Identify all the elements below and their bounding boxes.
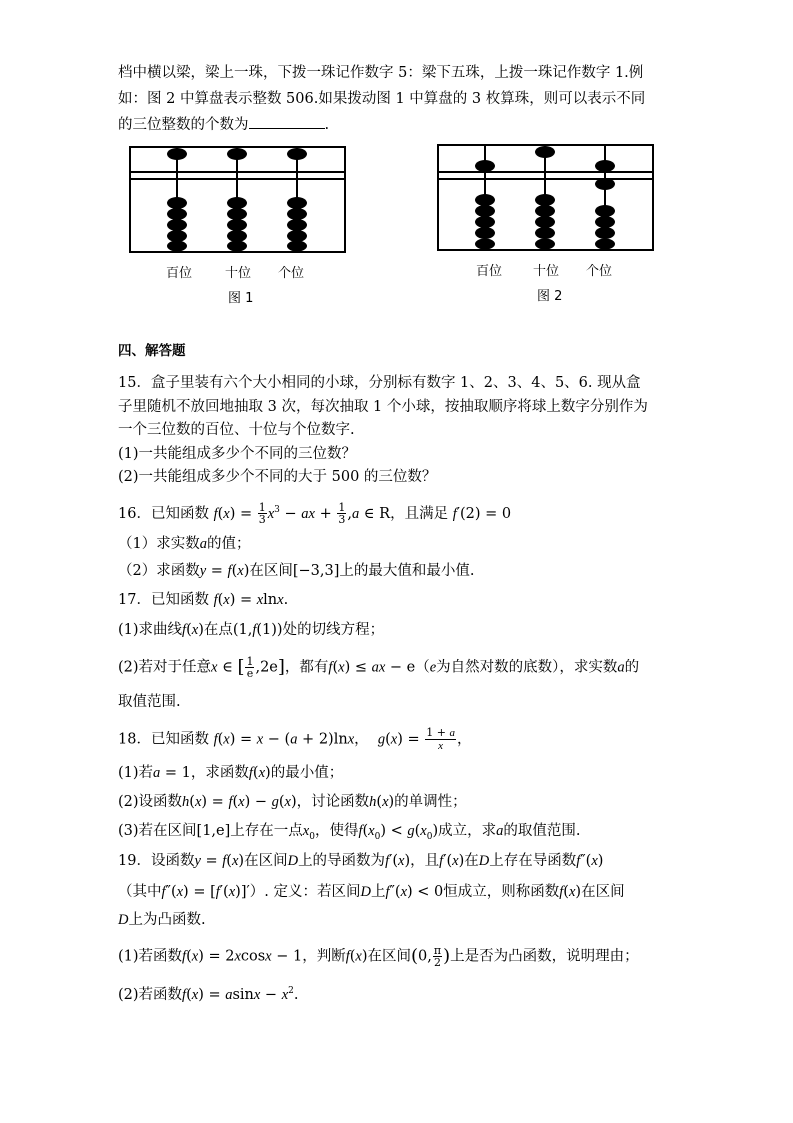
q19-stem-line-2: （其中f″(x) = [f′(x)]′）. 定义：若区间D上f″(x) < 0恒成立，则称函数f(x)在区间 <box>118 884 625 900</box>
fig2-label-tens: 十位 <box>533 264 560 279</box>
q15-part-1: (1)一共能组成多少个不同的三位数？ <box>118 446 357 462</box>
section-title: 四、解答题 <box>118 343 186 359</box>
q17-part-2-line-2: 取值范围. <box>118 694 181 710</box>
fig2-caption: 图 2 <box>537 289 563 304</box>
q19-part-1: (1)若函数f(x) = 2xcosx − 1，判断f(x)在区间(0, $\frac{\pi}{2}$ )上是否为凸函数，说明理由； <box>118 944 639 969</box>
abacus-figure-1 <box>129 146 347 254</box>
q18-stem: 18．已知函数 f(x) = x − (a + 2)lnx， g(x) = $\frac{1 + a}{x}$ ， <box>118 726 472 752</box>
fig2-label-units: 个位 <box>586 264 613 279</box>
q18-part-2: (2)设函数h(x) = f(x) − g(x)，讨论函数h(x)的单调性； <box>118 794 467 810</box>
q15-part-2: (2)一共能组成多少个不同的大于 500 的三位数？ <box>118 469 437 485</box>
fig1-label-hundreds: 百位 <box>166 266 193 281</box>
q16-part-1: （1）求实数a的值； <box>118 536 251 552</box>
intro-line-3: 的三位整数的个数为 . <box>118 114 329 135</box>
q18-part-1: (1)若a = 1，求函数f(x)的最小值； <box>118 765 344 781</box>
intro-line-1: 档中横以梁，梁上一珠，下拨一珠记作数字 5：梁下五珠，上拨一珠记作数字 1.例 <box>118 65 644 81</box>
answer-blank[interactable] <box>249 114 325 129</box>
abacus-figure-2 <box>437 144 655 252</box>
q16-stem: 16．已知函数 f(x) = $\frac{1}{3}$ $x^3$ − ax + $\frac{1}{3}$ ,a ∈ R，且满足 f′(2) = 0 <box>118 501 512 527</box>
q15-line-2: 子里随机不放回地抽取 3 次，每次抽取 1 个小球，按抽取顺序将球上数字分别作为 <box>118 399 648 415</box>
fig1-caption: 图 1 <box>228 291 254 306</box>
q17-part-2: (2)若对于任意x ∈ [ $\frac{1}{e}$ ,2e]，都有f(x) ≤ ax − e（e为自然对数的底数），求实数a的 <box>118 655 640 680</box>
q19-stem-line-1: 19．设函数y = f(x)在区间D上的导函数为f′(x)，且f′(x)在D上存在导函数f″(x) <box>118 853 604 869</box>
fig2-label-hundreds: 百位 <box>476 264 503 279</box>
q15-line-1: 15．盒子里装有六个大小相同的小球，分别标有数字 1、2、3、4、5、6. 现从盒 <box>118 375 641 391</box>
q16-part-2: （2）求函数y = f(x)在区间[−3,3]上的最大值和最小值. <box>118 563 475 579</box>
q18-part-3: (3)若在区间[1,e]上存在一点$x_0$，使得$f(x_0) < g(x_0)$成立，求a的取值范围. <box>118 823 581 842</box>
intro-line-2: 如：图 2 中算盘表示整数 506.如果拨动图 1 中算盘的 3 枚算珠，则可以表示不同 <box>118 91 646 107</box>
q17-stem: 17．已知函数 f(x) = xlnx. <box>118 592 289 608</box>
q15-line-3: 一个三位数的百位、十位与个位数字. <box>118 422 355 438</box>
q19-part-2: (2)若函数$f(x) = asinx - x^2$. <box>118 986 299 1003</box>
q17-part-1: (1)求曲线f(x)在点(1,f(1))处的切线方程； <box>118 622 385 638</box>
fig1-label-units: 个位 <box>278 266 305 281</box>
q19-stem-line-3: D上为凸函数. <box>118 912 206 928</box>
fig1-label-tens: 十位 <box>225 266 252 281</box>
